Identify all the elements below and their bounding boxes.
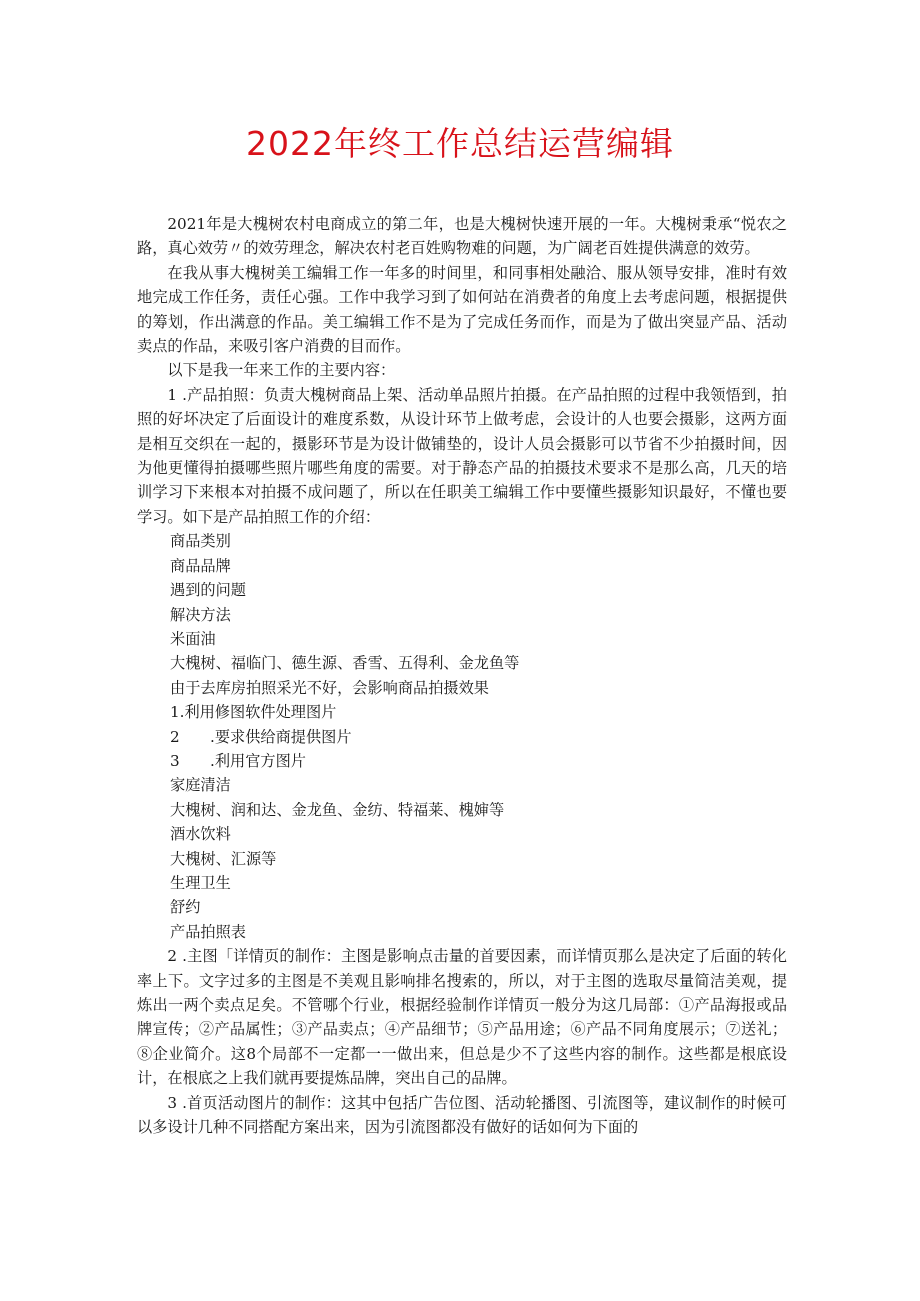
table-item: 家庭清洁 [170,776,231,795]
paragraph-experience: 在我从事大槐树美工编辑工作一年多的时间里，和同事相处融洽、服从领导安排，准时有效地完成工作任务，责任心强。工作中我学习到了如何站在消费者的角度上去考虑问题，根据提供的筹划，作出满意的作品。美工编辑工作不是为了完成任务而作，而是为了做出突显产品、活动卖点的作品，来吸引客户消费的目而作。 [137,263,787,356]
paragraph-intro: 2021年是大槐树农村电商成立的第二年，也是大槐树快速开展的一年。大槐树秉承“悦农之路，真心效劳〃的效劳理念，解决农村老百姓购物难的问题，为广阔老百姓提供满意的效劳。 [137,215,787,258]
table-item: 米面油 [170,629,216,648]
table-item: 酒水饮料 [170,825,231,844]
table-item: 生理卫生 [170,873,231,892]
paragraph-product-photo: 1 .产品拍照：负责大槐树商品上架、活动单品照片拍摄。在产品拍照的过程中我领悟到，拍照的好坏决定了后面设计的难度系数，从设计环节上做考虑，会设计的人也要会摄影，这两方面是相互交织在一起的，摄影环节是为设计做铺垫的，设计人员会摄影可以节省不少拍摄时间，因为他更懂得拍摄哪些照片哪些角度的需要。对于静态产品的拍摄技术要求不是那么高，几天的培训学习下来根本对拍摄不成问题了，所以在任职美工编辑工作中要懂些摄影知识最好，不懂也要学习。如下是产品拍照工作的介绍： [137,385,787,526]
paragraph-content-lead: 以下是我一年来工作的主要内容： [167,361,396,380]
table-caption: 产品拍照表 [170,922,246,941]
table-item: 大槐树、汇源等 [170,849,277,868]
paragraph-main-image: 2 .主图「详情页的制作：主图是影响点击量的首要因素，而详情页那么是决定了后面的转化率上下。文字过多的主图是不美观且影响排名搜索的，所以，对于主图的选取尽量简洁美观，提炼出一两个卖点足矣。不管哪个行业，根据经验制作详情页一般分为这几局部：①产品海报或品牌宣传；②产品属性；③产品卖点；④产品细节；⑤产品用途；⑥产品不同角度展示；⑦送礼；⑧企业简介。这8个局部不一定都一一做出来，但总是少不了这些内容的制作。这些都是根底设计，在根底之上我们就再要提炼品牌，突出自己的品牌。 [137,947,787,1088]
table-item: 由于去库房拍照采光不好，会影响商品拍摄效果 [170,678,489,697]
document-title: 2022年终工作总结运营编辑 [246,124,674,163]
paragraph-homepage-images: 3 .首页活动图片的制作：这其中包括广告位图、活动轮播图、引流图等，建议制作的时候可以多设计几种不同搭配方案出来，因为引流图都没有做好的话如何为下面的 [137,1093,787,1137]
table-item: 遇到的问题 [170,581,246,600]
table-item: 1.利用修图软件处理图片 [170,703,337,722]
document-body [137,212,787,1139]
table-item: 商品品牌 [170,556,231,575]
table-item: 大槐树、福临门、德生源、香雪、五得利、金龙鱼等 [170,654,520,673]
table-item: 舒约 [170,898,201,917]
table-item: 商品类别 [170,532,231,551]
table-item: 解决方法 [170,605,231,624]
table-item: 3 .利用官方图片 [170,751,306,770]
table-item: 2 .要求供给商提供图片 [170,727,352,746]
table-item: 大槐树、润和达、金龙鱼、金纺、特福莱、槐婶等 [170,800,505,819]
